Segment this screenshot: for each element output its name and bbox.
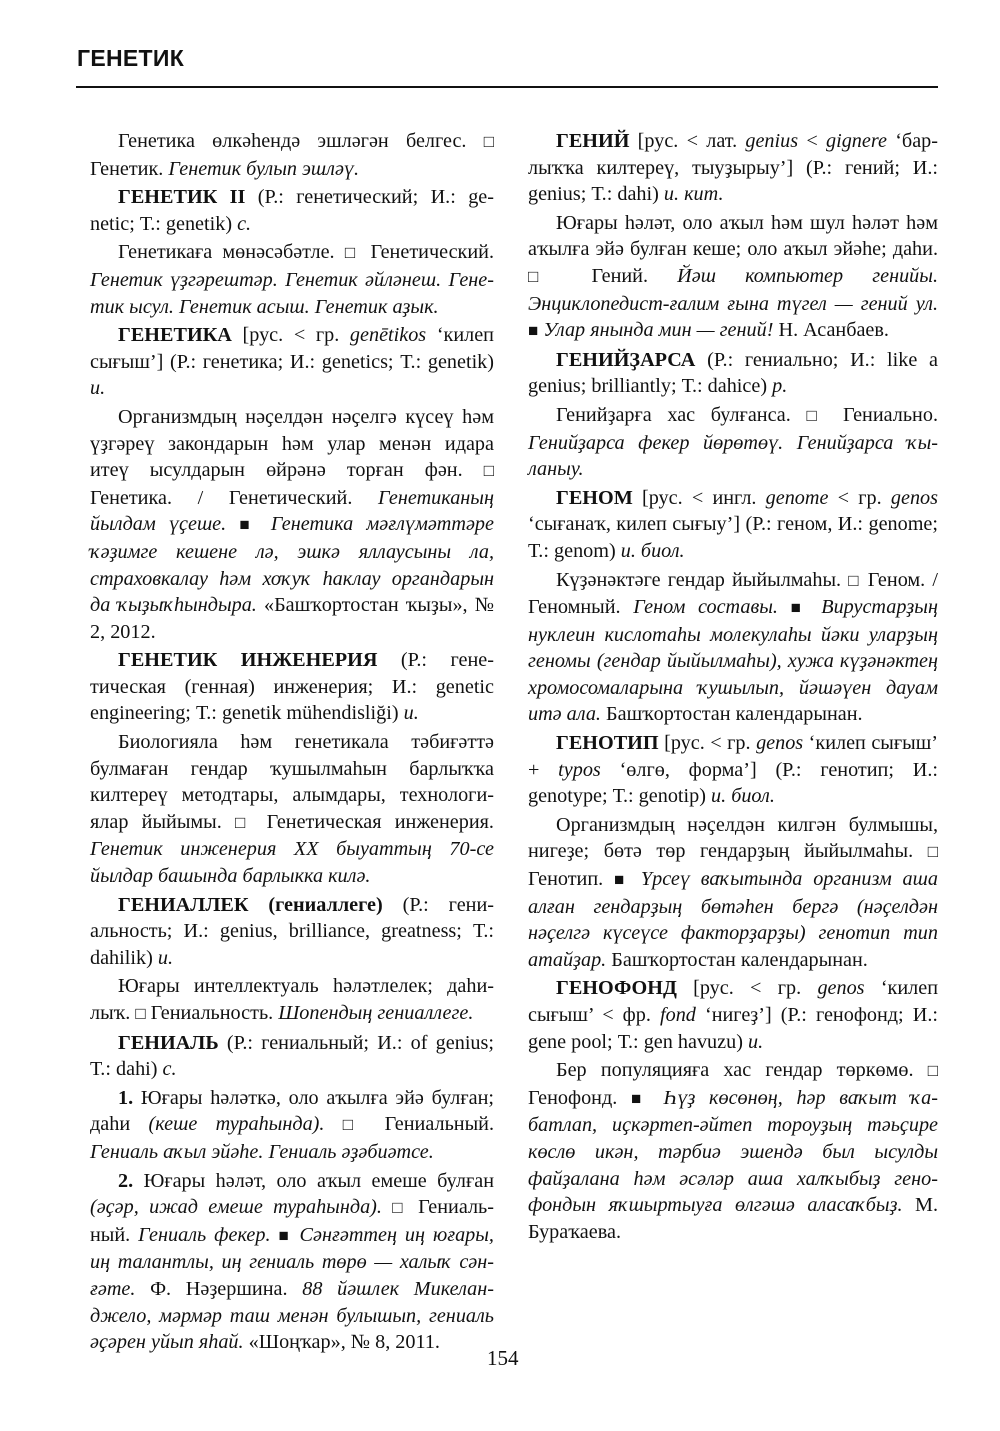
italic-run: и.: [403, 702, 419, 725]
text-run: (Р.: генетическая (генная) инженерия; И.: genetic engineering; Т.: genetik mühendisliği): [90, 649, 494, 725]
dictionary-entry-paragraph: [90, 1168, 494, 1356]
italic-run: fond: [660, 1004, 696, 1026]
filled-square-icon: ■: [528, 321, 539, 341]
text-run: Геном. / Геномный.: [528, 568, 938, 619]
dictionary-entry-paragraph: [528, 730, 938, 810]
italic-run: Йәш компьютер генийы. Энциклопедист-ғалим ғына түгел — гений ул.: [528, 264, 938, 315]
italic-run: Һүҙ көсөнөң, һәр ваҡыт ҡабатлап, иҫкәртеп-әйтеп тороуҙың тәьҫире көслө икән, тәрбиә эшендә был ысулды файҙалана һәм әсәләр аша халҡыбыҙ генофондын яҡшыртыуға өлгәшә аласаҡбыҙ.: [528, 1086, 938, 1217]
text-run: Гениальность.: [145, 1002, 279, 1024]
running-head: ГЕНЕТИК: [77, 45, 185, 71]
italic-run: 88 йәшлек Микеланджело, мәрмәр таш менән булышып, гениаль әҫәрен уйып яһай.: [90, 1277, 494, 1354]
header-rule: [76, 86, 938, 88]
text-run: «Шоңҡар», № 8, 2011.: [243, 1331, 440, 1354]
text-run: [382, 1196, 392, 1218]
italic-run: Генетик үҙгәрештәр. Генетик әйләнеш. Генетик ысул. Генетик асыш. Генетик аҙык.: [90, 268, 494, 318]
filled-square-icon: ■: [630, 1088, 650, 1108]
text-run: (Р.: гениальность; И.: genius, brilliance, greatness; Т.: dahilik): [90, 893, 494, 969]
headword: ГЕНЕТИКА: [118, 324, 232, 347]
text-run: Ф. Нәҙершина.: [135, 1277, 303, 1300]
text-run: [рус. < гр.: [658, 732, 757, 755]
dictionary-entry-paragraph: [90, 647, 494, 727]
text-run: Башҡортостан календарынан.: [600, 703, 863, 726]
text-run: (Р.: гениальный; И.: of genius; Т.: dahi): [90, 1031, 494, 1081]
headword: ГЕНЕТИК II: [118, 186, 246, 209]
empty-square-icon: □: [392, 1198, 408, 1218]
empty-square-icon: □: [483, 461, 494, 481]
text-run: Гениальный.: [90, 1196, 494, 1246]
italic-run: Вирустарҙың нуклеин кислотаһы молекулаһы йәки уларҙың геномы (гендар йыйылмаһы), хужа күҙәнәктең хромосомаларына ҡушылып, йәшәүен дауам итә ала.: [528, 596, 938, 726]
italic-run: с.: [237, 212, 252, 235]
text-run: Организмдың нәҫелдән нәҫелгә күсеү һәм үҙгәреү закондарын һәм улар менән идара итеү ысулдарын өйрәнә торған фән.: [90, 405, 494, 482]
italic-run: Улар янында мин — гений!: [538, 319, 774, 342]
empty-square-icon: □: [528, 266, 563, 286]
headword: ГЕНИЙҘАРСА: [556, 348, 696, 371]
dictionary-entry-paragraph: [528, 347, 938, 400]
italic-run: Гениаль аҡыл эйәһе. Гениаль әҙәбиәтсе.: [90, 1140, 434, 1163]
text-run: Биологияла һәм генетикала тәбиғәттә булмаған гендар ҡушылмаһын барлыҡҡа килтереү методтары, алымдары, технологиялар йыйымы.: [90, 731, 494, 833]
text-run: (Р.: генетический; И.: genetic; Т.: genetik): [90, 186, 494, 235]
text-run: Гениальный.: [366, 1113, 494, 1136]
headword: ГЕНОТИП: [556, 732, 659, 755]
empty-square-icon: □: [342, 1115, 367, 1135]
text-run: Күҙәнәктәге гендар йыйылмаһы.: [556, 568, 849, 591]
text-run: Организмдың нәҫелдән килгән булмышы, нигеҙе; бөтә төр гендарҙың йыйылмаһы.: [528, 813, 938, 863]
dictionary-entry-paragraph: [528, 128, 938, 208]
left-column: [90, 128, 494, 1358]
text-run: Генотип.: [528, 868, 615, 891]
italic-run: и.: [157, 946, 173, 969]
dictionary-entry-paragraph: [90, 322, 494, 402]
filled-square-icon: ■: [239, 515, 258, 535]
dictionary-entry-paragraph: [90, 404, 494, 645]
empty-square-icon: □: [344, 243, 361, 263]
text-run: (Р.: гениально; И.: like a genius; brilliantly; Т.: dahice): [528, 348, 938, 398]
text-run: Генетика өлкәһендә эшләгән белгес.: [118, 130, 484, 152]
right-column: [528, 128, 938, 1247]
dictionary-entry-paragraph: [90, 973, 494, 1027]
empty-square-icon: □: [927, 842, 938, 862]
dictionary-entry-paragraph: [528, 1057, 938, 1245]
text-run: ‘килеп сығыш’] (Р.: генетика; И.: genetics; Т.: genetik): [90, 324, 494, 373]
text-run: Генийҙарға хас булғанса.: [556, 403, 807, 426]
text-run: Генетик.: [90, 157, 169, 180]
italic-run: genius: [745, 130, 799, 152]
filled-square-icon: ■: [614, 870, 631, 890]
italic-run: genos: [756, 732, 804, 755]
filled-square-icon: ■: [790, 598, 809, 618]
italic-run: и. кит.: [663, 183, 724, 206]
italic-run: и. биол.: [620, 539, 685, 562]
text-run: ‘өлгө, форма’] (Р.: генотип; И.: genotype; Т.: genotip): [528, 758, 938, 808]
text-run: ‘барлыҡҡа килтереү, тыуҙырыу’] (Р.: гений; И.: genius; Т.: dahi): [528, 130, 938, 206]
filled-square-icon: ■: [278, 1225, 292, 1245]
empty-square-icon: □: [927, 1061, 938, 1081]
italic-run: genome: [765, 486, 829, 509]
text-run: ‘килеп сығыш’ +: [528, 732, 938, 781]
headword: ГЕНИЙ: [556, 130, 630, 152]
italic-run: р.: [772, 375, 788, 398]
italic-run: Генетика мәғлүмәттәре ҡәҙимге кешене лә, эшкә яллаусыны ла, страховкалау һәм хоҡуҡ һаклау органдарын да ҡыҙыҡһындыра.: [90, 513, 494, 617]
dictionary-entry-paragraph: [90, 128, 494, 182]
italic-run: (кеше тураһында).: [148, 1113, 325, 1136]
empty-square-icon: □: [848, 570, 861, 590]
text-run: < гр.: [828, 486, 891, 509]
italic-run: genos: [890, 486, 938, 509]
italic-run: Генетиканың йылдам үҫеше.: [90, 486, 494, 536]
headword: ГЕНИАЛЬ: [118, 1031, 219, 1054]
italic-run: Геном составы.: [633, 596, 791, 619]
italic-run: (әҫәр, ижад емеше тураһында).: [90, 1196, 382, 1219]
page-header: [76, 44, 938, 88]
text-run: «Башҡортостан ҡыҙы», № 2, 2012.: [90, 594, 494, 643]
italic-run: и.: [747, 1030, 764, 1053]
dictionary-entry-paragraph: [528, 975, 938, 1055]
headword: ГЕНЕТИК ИНЖЕНЕРИЯ: [118, 649, 378, 672]
italic-run: genētikos: [349, 324, 427, 347]
text-run: Генетикаға мөнәсәбәтле.: [118, 241, 345, 264]
italic-run: Генетик инженерия XX быуаттың 70-се йылдар башында барлыкка килә.: [90, 838, 494, 888]
text-run: ‘сығанаҡ, килеп сығыу’] (Р.: геном, И.: genome; Т.: genom): [528, 513, 938, 562]
italic-run: с.: [162, 1058, 177, 1081]
text-run: Юғары һәләт, оло аҡыл емеше булған: [133, 1169, 494, 1192]
headword: ГЕНОФОНД: [556, 977, 677, 1000]
italic-run: typos: [558, 758, 601, 781]
dictionary-entry-paragraph: [528, 210, 938, 345]
page-number: 154: [487, 1346, 519, 1370]
italic-run: Генийҙарса фекер йөрөтөү. Генийҙарса ҡыланыу.: [528, 431, 938, 481]
headword: 1.: [118, 1086, 134, 1109]
text-run: Юғары һәләткә, оло аҡылға эйә булған; даһи: [90, 1086, 494, 1136]
italic-run: и. биол.: [711, 785, 775, 808]
text-run: Генофонд.: [528, 1086, 631, 1109]
dictionary-entry-paragraph: [90, 729, 494, 890]
italic-run: Үрсеү ваҡытында организм аша алған гендарҙың бөтәһен бергә (нәҫелдән нәҫелгә күсеүсе факторҙарҙы) генотип тип атайҙар.: [528, 868, 938, 971]
italic-run: Шопендың гениаллеге.: [278, 1002, 474, 1024]
dictionary-entry-paragraph: [90, 239, 494, 320]
italic-run: и.: [90, 377, 106, 400]
text-run: Генетическая инженерия.: [253, 810, 494, 833]
text-run: Генетика. / Генетический.: [90, 486, 379, 509]
italic-run: genos: [817, 977, 865, 1000]
empty-square-icon: □: [235, 812, 254, 832]
empty-square-icon: □: [483, 132, 494, 151]
dictionary-entry-paragraph: [90, 184, 494, 237]
text-run: Гений.: [562, 264, 678, 287]
headword: 2.: [118, 1169, 134, 1192]
text-run: Генетический.: [360, 241, 494, 264]
dictionary-entry-paragraph: [528, 402, 938, 483]
dictionary-entry-paragraph: [90, 1085, 494, 1166]
text-run: Бер популяцияға хас гендар төркөмө.: [556, 1059, 928, 1082]
text-run: Гениально.: [827, 403, 939, 426]
italic-run: Гениаль фекер.: [138, 1223, 279, 1246]
text-run: Юғары интеллектуаль һәләтлелек; даһилыҡ.: [90, 975, 494, 1024]
italic-run: gignere: [826, 130, 887, 152]
dictionary-entry-paragraph: [528, 485, 938, 565]
text-run: [рус. < гр.: [231, 324, 350, 347]
text-run: Юғары һәләт, оло аҡыл һәм шул һәләт һәм аҡылға эйә булған кеше; оло аҡыл эйәһе; даһи.: [528, 211, 938, 261]
italic-run: Генетик булып эшләү.: [168, 157, 360, 180]
text-run: [рус. < ингл.: [632, 486, 766, 509]
dictionary-entry-paragraph: [528, 812, 938, 974]
dictionary-entry-paragraph: [528, 567, 938, 729]
dictionary-entry-paragraph: [90, 892, 494, 972]
headword: ГЕНОМ: [556, 486, 633, 509]
text-run: ‘нигеҙ’] (Р.: генофонд; И.: gene pool; Т.: gen havuzu): [528, 1004, 938, 1053]
text-run: <: [798, 130, 827, 152]
text-run: Башҡортостан календарынан.: [606, 948, 868, 971]
headword: ГЕНИАЛЛЕК (гениаллеге): [118, 893, 383, 916]
italic-run: Сәнғәттең иң юғары, иң талантлы, иң гениаль төрө — халыҡ сәнғәте.: [90, 1223, 494, 1300]
text-run: Н. Асанбаев.: [773, 319, 889, 342]
text-run: ‘килеп сығыш’ < фр.: [528, 977, 938, 1026]
text-run: М. Бураҡаева.: [528, 1194, 938, 1243]
empty-square-icon: □: [135, 1004, 146, 1023]
text-run: [рус. < лат.: [629, 130, 746, 152]
text-run: [324, 1113, 342, 1135]
empty-square-icon: □: [806, 405, 828, 425]
dictionary-entry-paragraph: [90, 1030, 494, 1083]
text-run: [рус. < гр.: [676, 977, 818, 1000]
